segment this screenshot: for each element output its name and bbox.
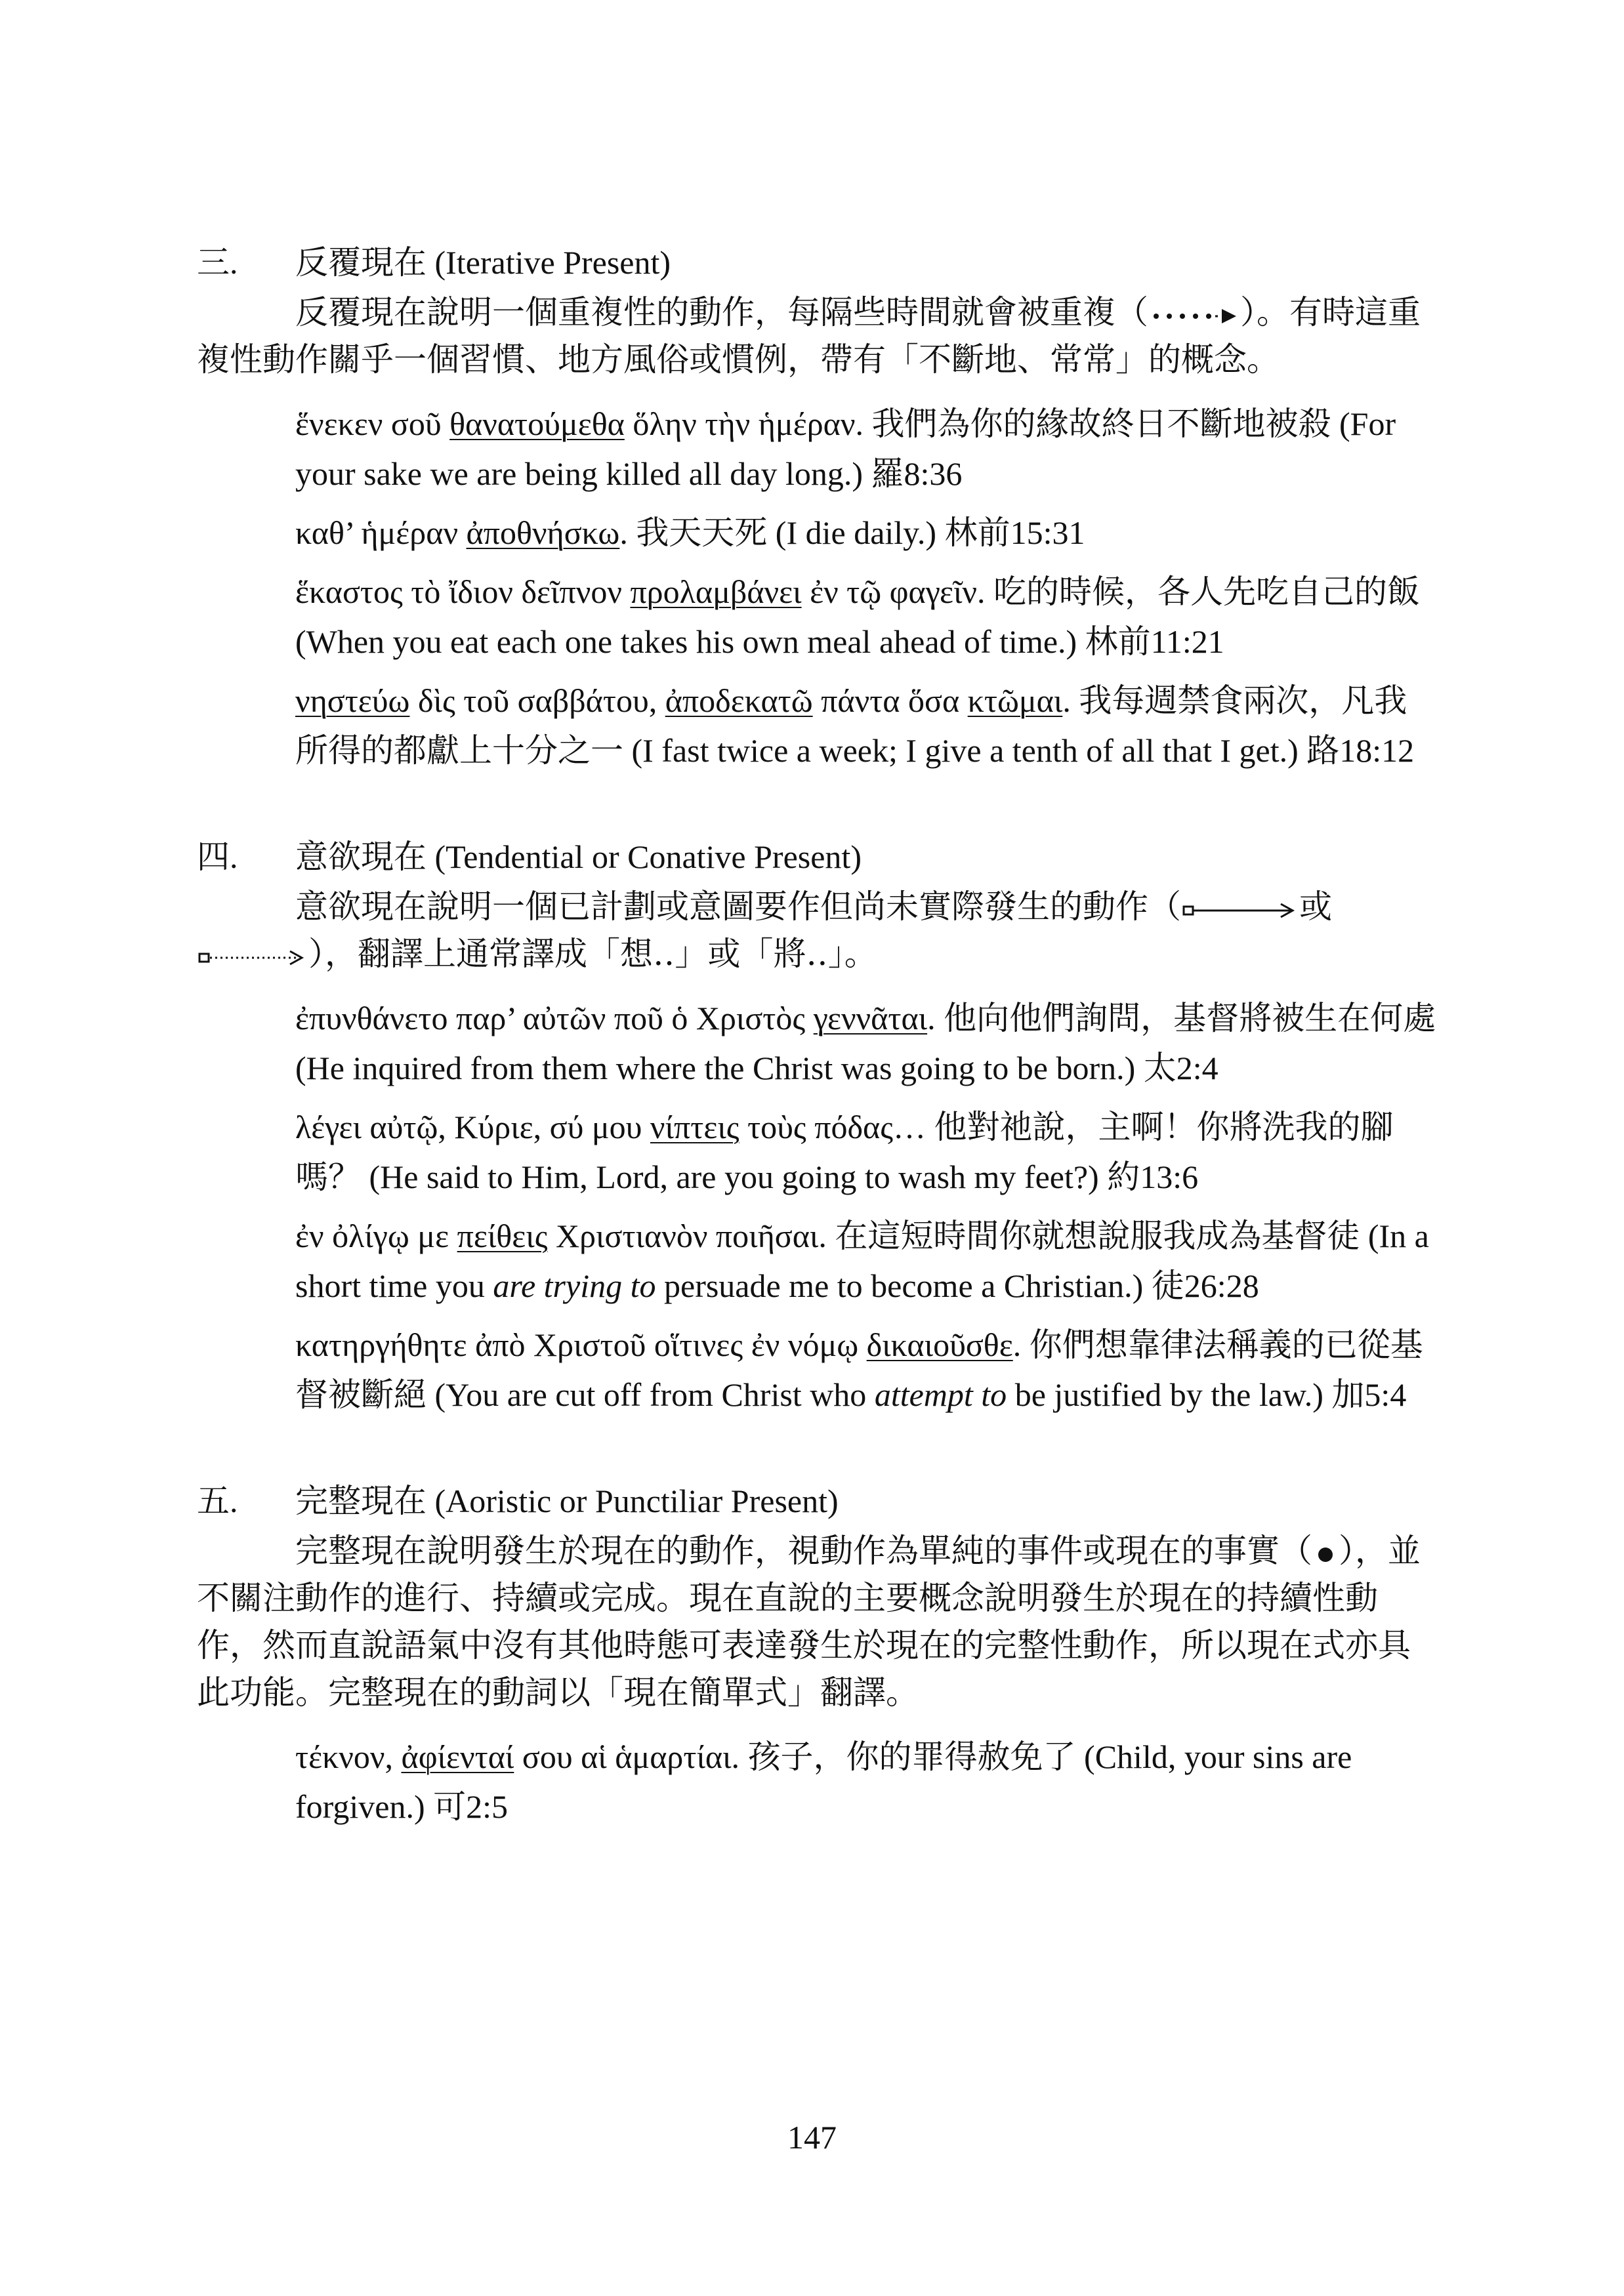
section-aoristic-present xyxy=(197,1475,1444,1832)
point-dot-icon xyxy=(1312,1545,1339,1565)
section-number: 四. xyxy=(197,838,238,875)
example-verse: ἕκαστος τὸ ἴδιον δεῖπνον προλαμβάνει ἐν τῷ φαγεῖν. 吃的時候，各人先吃自己的飯 (When you eat each one takes his own meal ahead of time.) 林前11:21 xyxy=(295,573,1421,660)
section-heading xyxy=(197,236,1444,289)
section-description: 完整現在說明發生於現在的動作，視動作為單純的事件或現在的事實（ ），並不關注動作的進行、持續或完成。現在直說的主要概念說明發生於現在的持續性動作，然而直說語氣中沒有其他時態可表達發生於現在的完整性動作，所以現在式亦具此功能。完整現在的動詞以「現在簡單式」翻譯。 xyxy=(197,1532,1421,1711)
underlined-verb: ἀφίενταί xyxy=(401,1738,514,1775)
example-verse: κατηργήθητε ἀπὸ Χριστοῦ οἵτινες ἐν νόμῳ δικαιοῦσθε. 你們想靠律法稱義的已從基督被斷絕 (You are cut off from Christ who attempt to be justified by the law.) 加5:4 xyxy=(295,1326,1423,1413)
section-tendential-present xyxy=(197,830,1444,1420)
solid-arrow-icon xyxy=(1181,901,1299,920)
example-verse: νηστεύω δὶς τοῦ σαββάτου, ἀποδεκατῶ πάντα ὅσα κτῶμαι. 我每週禁食兩次，凡我所得的都獻上十分之一 (I fast twice a week; I give a tenth of all that I get.) 路18:12 xyxy=(295,682,1415,769)
underlined-verb: ἀποθνήσκω xyxy=(466,514,620,551)
page-number: 147 xyxy=(787,2119,837,2156)
example-verse: ἕνεκεν σοῦ θανατούμεθα ὅλην τὴν ἡμέραν. 我們為你的緣故終日不斷地被殺 (For your sake we are being killed all day long.) 羅8:36 xyxy=(295,405,1396,492)
section-title: 意欲現在 (Tendential or Conative Present) xyxy=(295,838,862,875)
section-iterative-present xyxy=(197,236,1444,775)
example-verse: ἐν ὀλίγῳ με πείθεις Χριστιανὸν ποιῆσαι. 在這短時間你就想說服我成為基督徒 (In a short time you are trying to persuade me to become a Christian.) 徒26:28 xyxy=(295,1218,1429,1304)
section-number: 五. xyxy=(197,1483,238,1519)
example-verse: τέκνον, ἀφίενταί σου αἱ ἁμαρτίαι. 孩子，你的罪得赦免了 (Child, your sins are forgiven.) 可2:5 xyxy=(295,1738,1352,1825)
underlined-verb: γεννᾶται xyxy=(813,1000,928,1036)
section-description: 反覆現在說明一個重複性的動作，每隔些時間就會被重複（ ）。有時這重複性動作關乎一個習慣、地方風俗或慣例，帶有「不斷地、常常」的概念。 xyxy=(197,294,1421,378)
section-title: 反覆現在 (Iterative Present) xyxy=(295,244,671,281)
underlined-verb: κτῶμαι xyxy=(967,682,1063,719)
page-body xyxy=(197,236,1444,1841)
section-title: 完整現在 (Aoristic or Punctiliar Present) xyxy=(295,1483,839,1519)
example-verse: καθ’ ἡμέραν ἀποθνήσκω. 我天天死 (I die daily.) 林前15:31 xyxy=(295,514,1085,551)
iterative-arrow-icon xyxy=(1148,306,1240,326)
section-spacer xyxy=(197,785,1444,830)
underlined-verb: προλαμβάνει xyxy=(630,573,802,610)
underlined-verb: ἀποδεκατῶ xyxy=(665,682,813,719)
dotted-arrow-icon xyxy=(197,948,308,968)
underlined-verb: δικαιοῦσθε xyxy=(866,1326,1013,1363)
example-verse: ἐπυνθάνετο παρ’ αὐτῶν ποῦ ὁ Χριστὸς γεννᾶται. 他向他們詢問，基督將被生在何處 (He inquired from them where the Christ was going to be born.) 太2:4 xyxy=(295,1000,1436,1086)
section-spacer xyxy=(197,1429,1444,1475)
underlined-verb: θανατούμεθα xyxy=(449,405,625,442)
section-heading xyxy=(197,830,1444,883)
section-description: 意欲現在說明一個已計劃或意圖要作但尚未實際發生的動作（ 或），翻譯上通常譯成「想‥」或「將‥」。 xyxy=(197,883,1430,977)
underlined-verb: νηστεύω xyxy=(295,682,410,719)
underlined-verb: πείθεις xyxy=(457,1218,548,1254)
section-number: 三. xyxy=(197,244,238,281)
section-heading xyxy=(197,1475,1444,1527)
example-verse: λέγει αὐτῷ, Κύριε, σύ μου νίπτεις τοὺς πόδας… 他對祂說，主啊！你將洗我的腳嗎？ (He said to Him, Lord, are you going to wash my feet?) 約13:6 xyxy=(295,1109,1394,1195)
underlined-verb: νίπτεις xyxy=(650,1109,739,1145)
